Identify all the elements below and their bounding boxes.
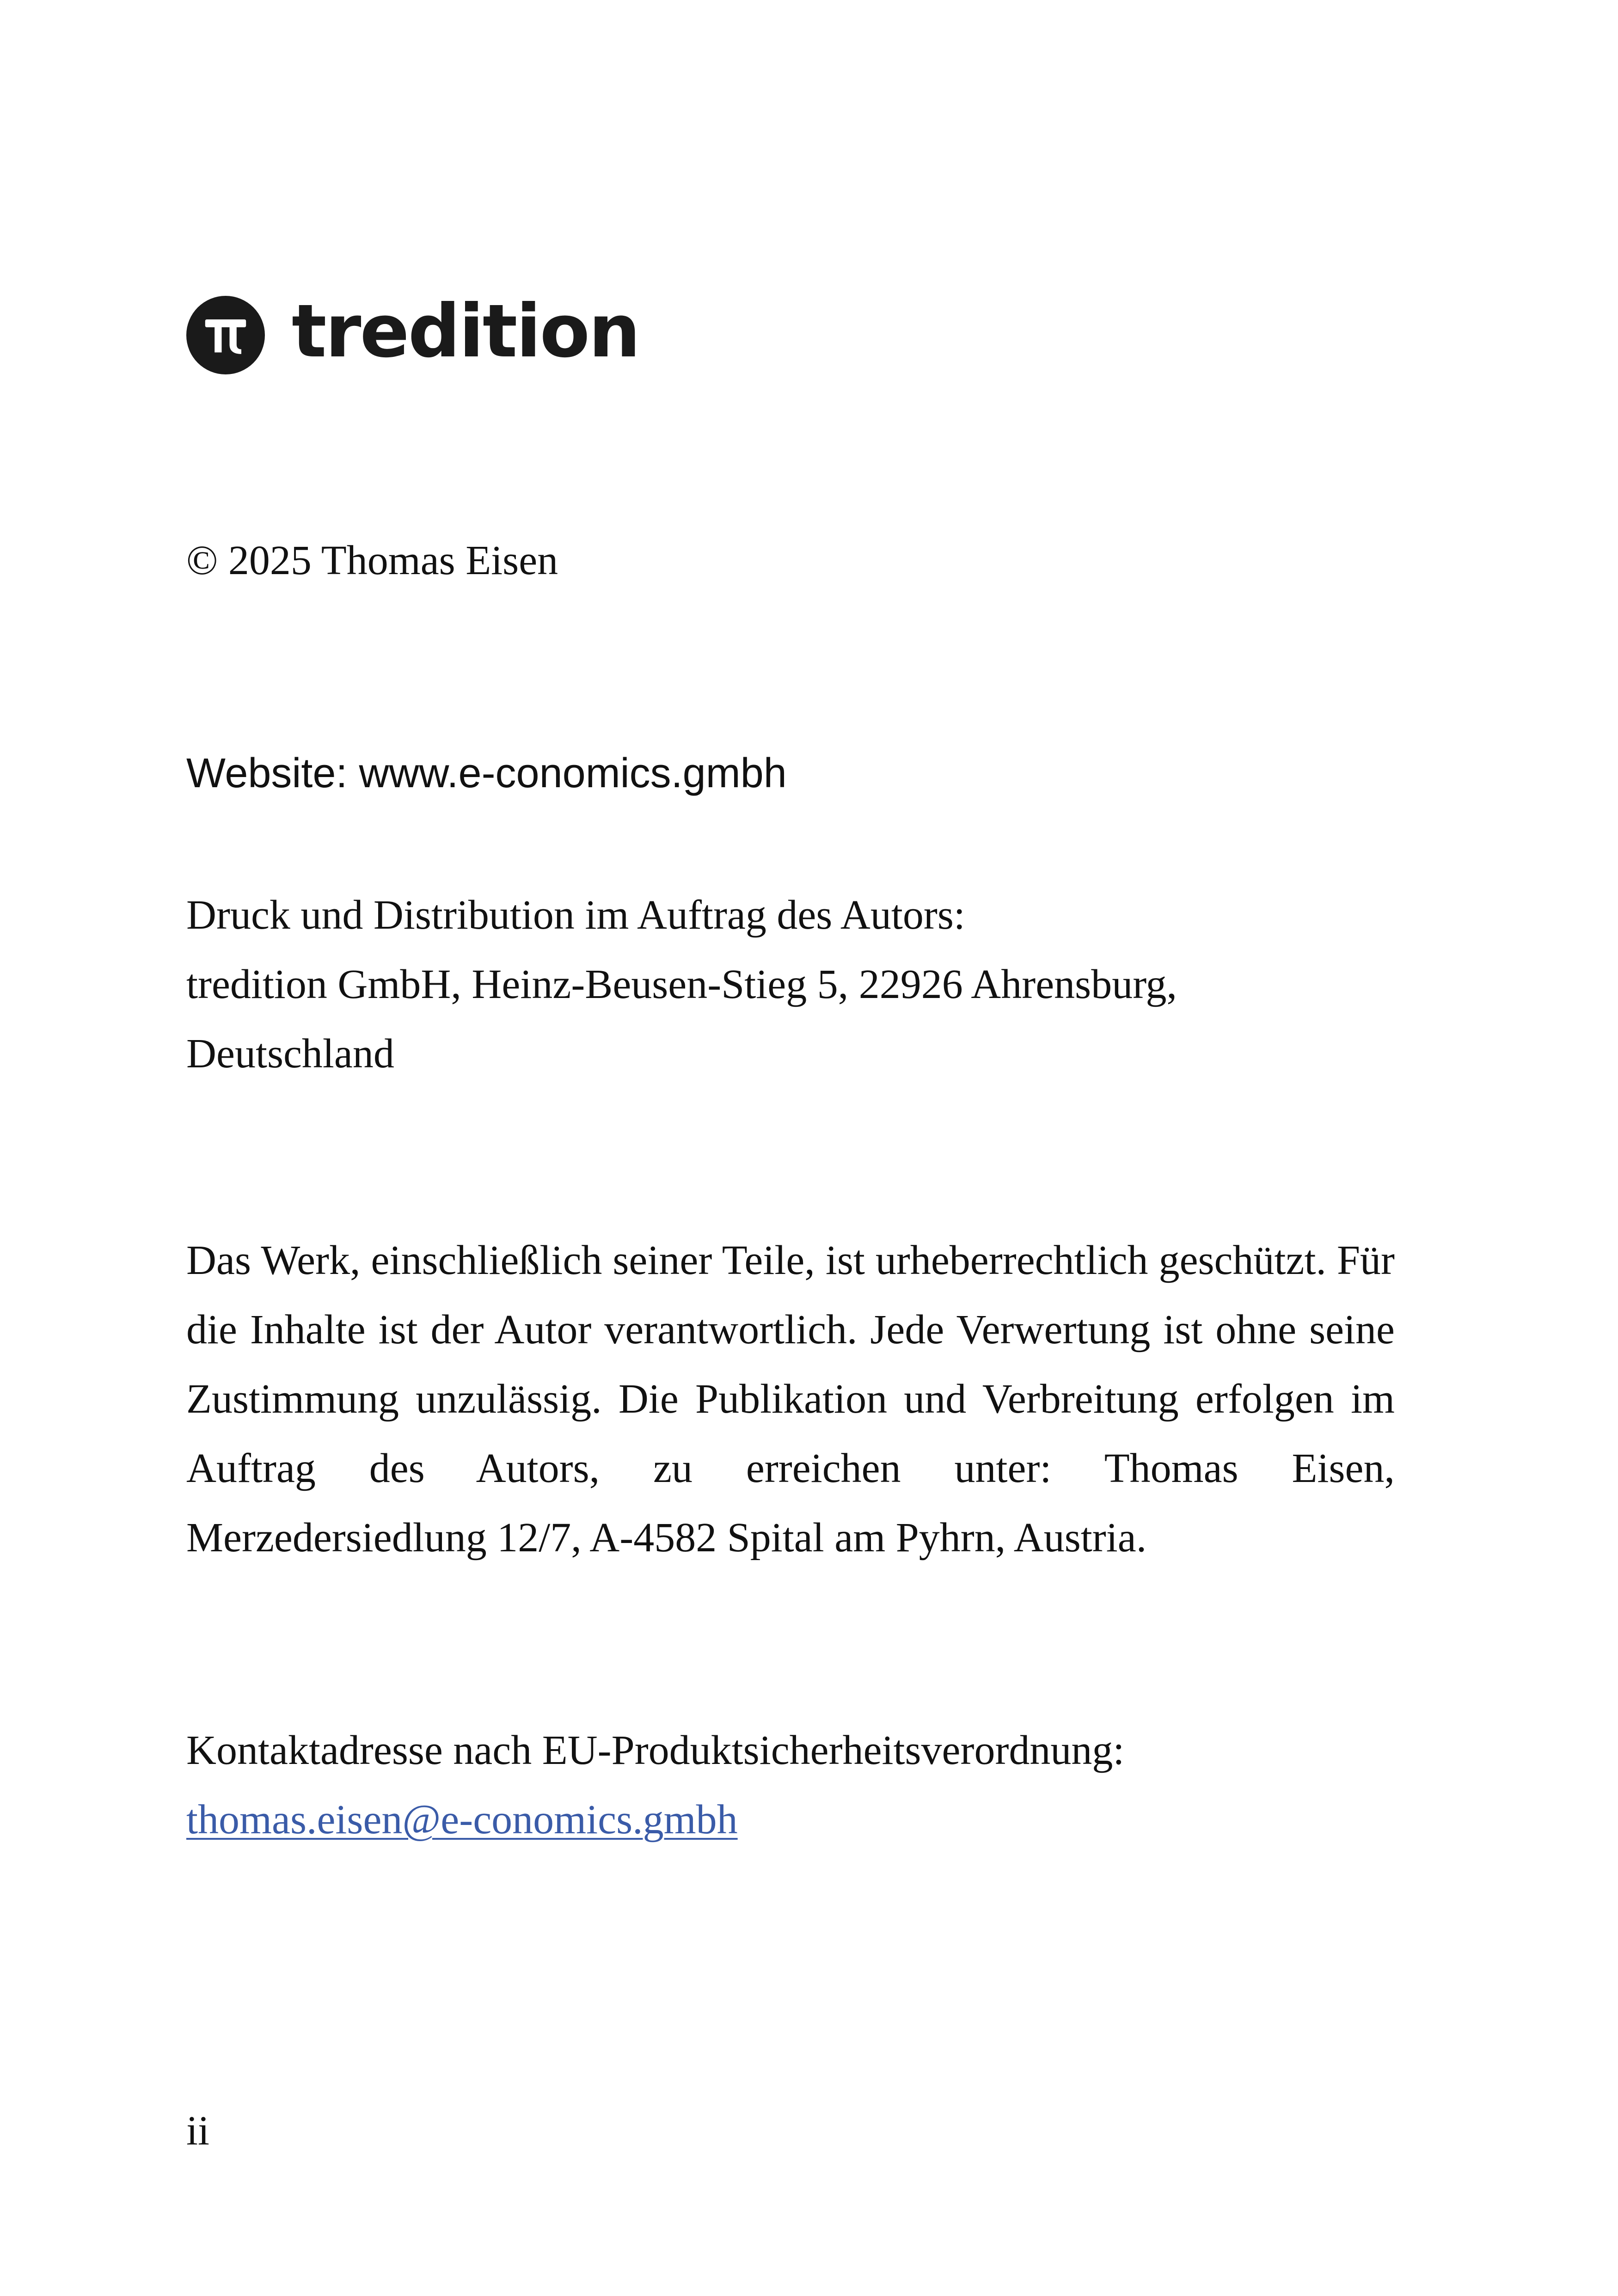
print-distribution-notice — [186, 881, 1395, 1089]
copyright-notice: © 2025 Thomas Eisen — [186, 538, 558, 583]
print-distribution-line-3: Deutschland — [186, 1031, 394, 1077]
tredition-logo-icon — [186, 296, 265, 374]
contact-email-link[interactable]: thomas.eisen@e-conomics.gmbh — [186, 1797, 738, 1843]
contact-label: Kontaktadresse nach EU-Produktsicherheitsverordnung: — [186, 1727, 1125, 1773]
print-distribution-line-1: Druck und Distribution im Auftrag des Autors: — [186, 892, 965, 938]
logo-wordmark: tredition — [292, 289, 639, 374]
legal-notice: Das Werk, einschließlich seiner Teile, ist urheberrechtlich geschützt. Für die Inhalte ist der Autor verantwortlich. Jede Verwertung ist ohne seine Zustimmung unzulässig. Die Publikation und Verbreitung erfolgen im Auftrag des Autors, zu erreichen unter: Thomas Eisen, Merzedersiedlung 12/7, A-4582 Spital am Pyhrn, Austria. — [186, 1237, 1395, 1561]
print-distribution-line-2: tredition GmbH, Heinz-Beusen-Stieg 5, 22926 Ahrensburg, — [186, 961, 1177, 1007]
contact-section — [186, 1716, 1395, 1855]
publisher-logo — [186, 289, 639, 374]
website-line: Website: www.e-conomics.gmbh — [186, 750, 787, 796]
page-number: ii — [186, 2108, 210, 2154]
